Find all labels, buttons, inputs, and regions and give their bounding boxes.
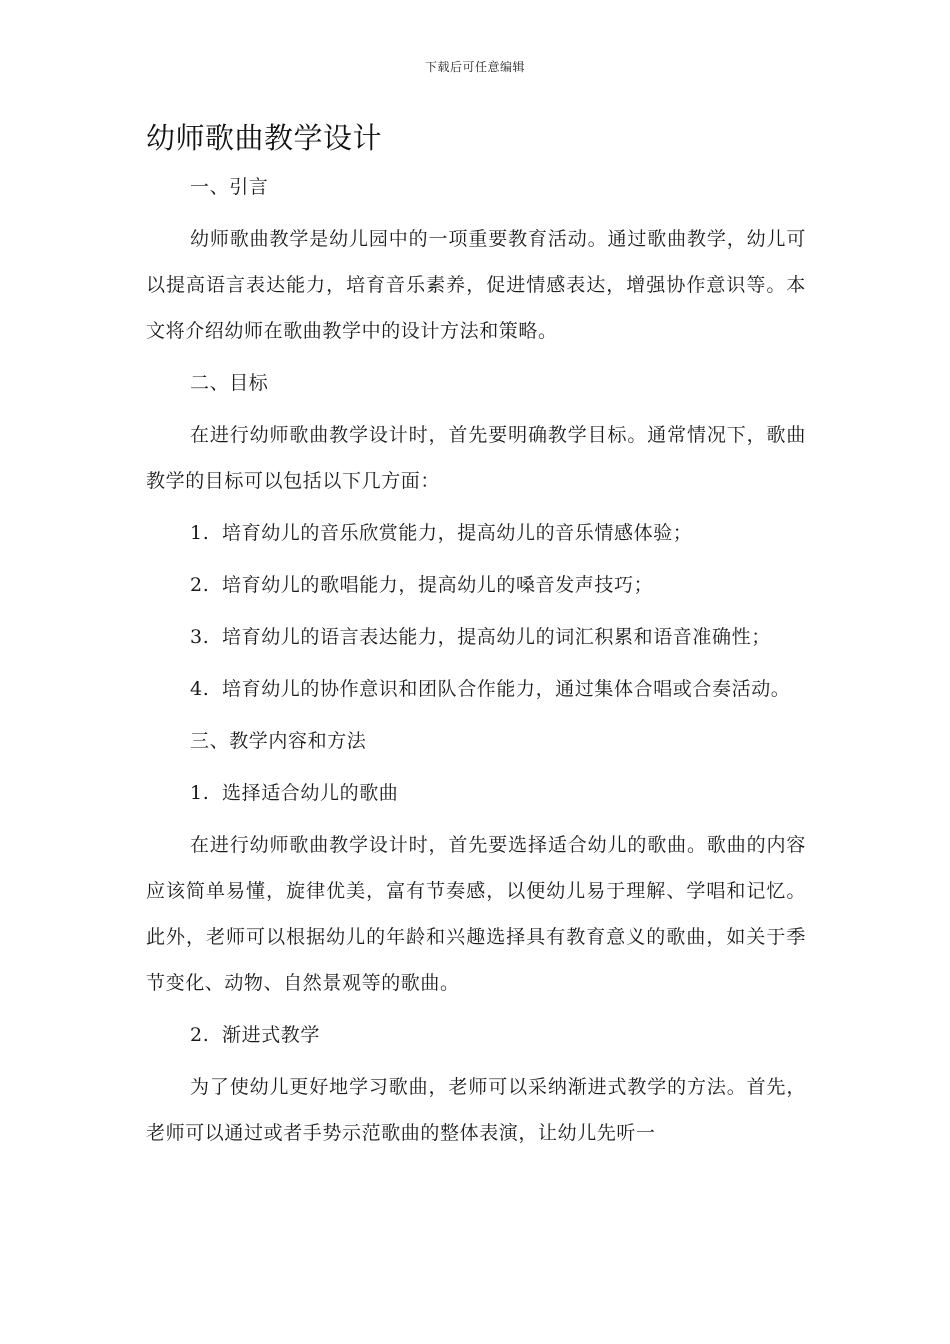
- subsection-number: 1.: [190, 782, 210, 804]
- list-item-text: 培育幼儿的音乐欣赏能力，提高幼儿的音乐情感体验；: [222, 522, 693, 544]
- list-item: [146, 614, 806, 660]
- list-item-number: 1.: [190, 522, 210, 544]
- paragraph-song-selection: 在进行幼师歌曲教学设计时，首先要选择适合幼儿的歌曲。歌曲的内容应该简单易懂，旋律优美，富有节奏感，以便幼儿易于理解、学唱和记忆。此外，老师可以根据幼儿的年龄和兴趣选择具有教育意义的歌曲，如关于季节变化、动物、自然景观等的歌曲。: [146, 834, 806, 994]
- list-item-text: 培育幼儿的歌唱能力，提高幼儿的嗓音发声技巧；: [222, 574, 654, 596]
- list-item-text: 培育幼儿的协作意识和团队合作能力，通过集体合唱或合奏活动。: [222, 678, 791, 700]
- list-item: [146, 562, 806, 608]
- list-item-number: 3.: [190, 626, 210, 648]
- paragraph-intro: 幼师歌曲教学是幼儿园中的一项重要教育活动。通过歌曲教学，幼儿可以提高语言表达能力，培育音乐素养，促进情感表达，增强协作意识等。本文将介绍幼师在歌曲教学中的设计方法和策略。: [146, 228, 806, 342]
- subsection-number: 2.: [190, 1024, 210, 1046]
- list-item: [146, 666, 806, 712]
- list-item-number: 2.: [190, 574, 210, 596]
- document-title: 幼师歌曲教学设计: [146, 121, 383, 155]
- list-item-number: 4.: [190, 678, 210, 700]
- subsection-heading: [146, 770, 806, 816]
- section-heading-goals: 二、目标: [190, 372, 269, 394]
- paragraph-progressive-teaching: 为了使幼儿更好地学习歌曲，老师可以采纳渐进式教学的方法。首先，老师可以通过或者手势示范歌曲的整体表演，让幼儿先听一: [146, 1076, 806, 1144]
- document-body: [146, 164, 806, 1162]
- list-item-text: 培育幼儿的语言表达能力，提高幼儿的词汇积累和语音准确性；: [222, 626, 771, 648]
- list-item: [146, 510, 806, 556]
- subsection-heading: [146, 1012, 806, 1058]
- paragraph-goals: 在进行幼师歌曲教学设计时，首先要明确教学目标。通常情况下，歌曲教学的目标可以包括以下几方面：: [146, 424, 806, 492]
- header-note: 下载后可任意编辑: [424, 60, 525, 74]
- section-heading-intro: 一、引言: [190, 176, 269, 198]
- subsection-title: 渐进式教学: [222, 1024, 321, 1046]
- section-heading-content-methods: 三、教学内容和方法: [190, 730, 367, 752]
- subsection-title: 选择适合幼儿的歌曲: [222, 782, 399, 804]
